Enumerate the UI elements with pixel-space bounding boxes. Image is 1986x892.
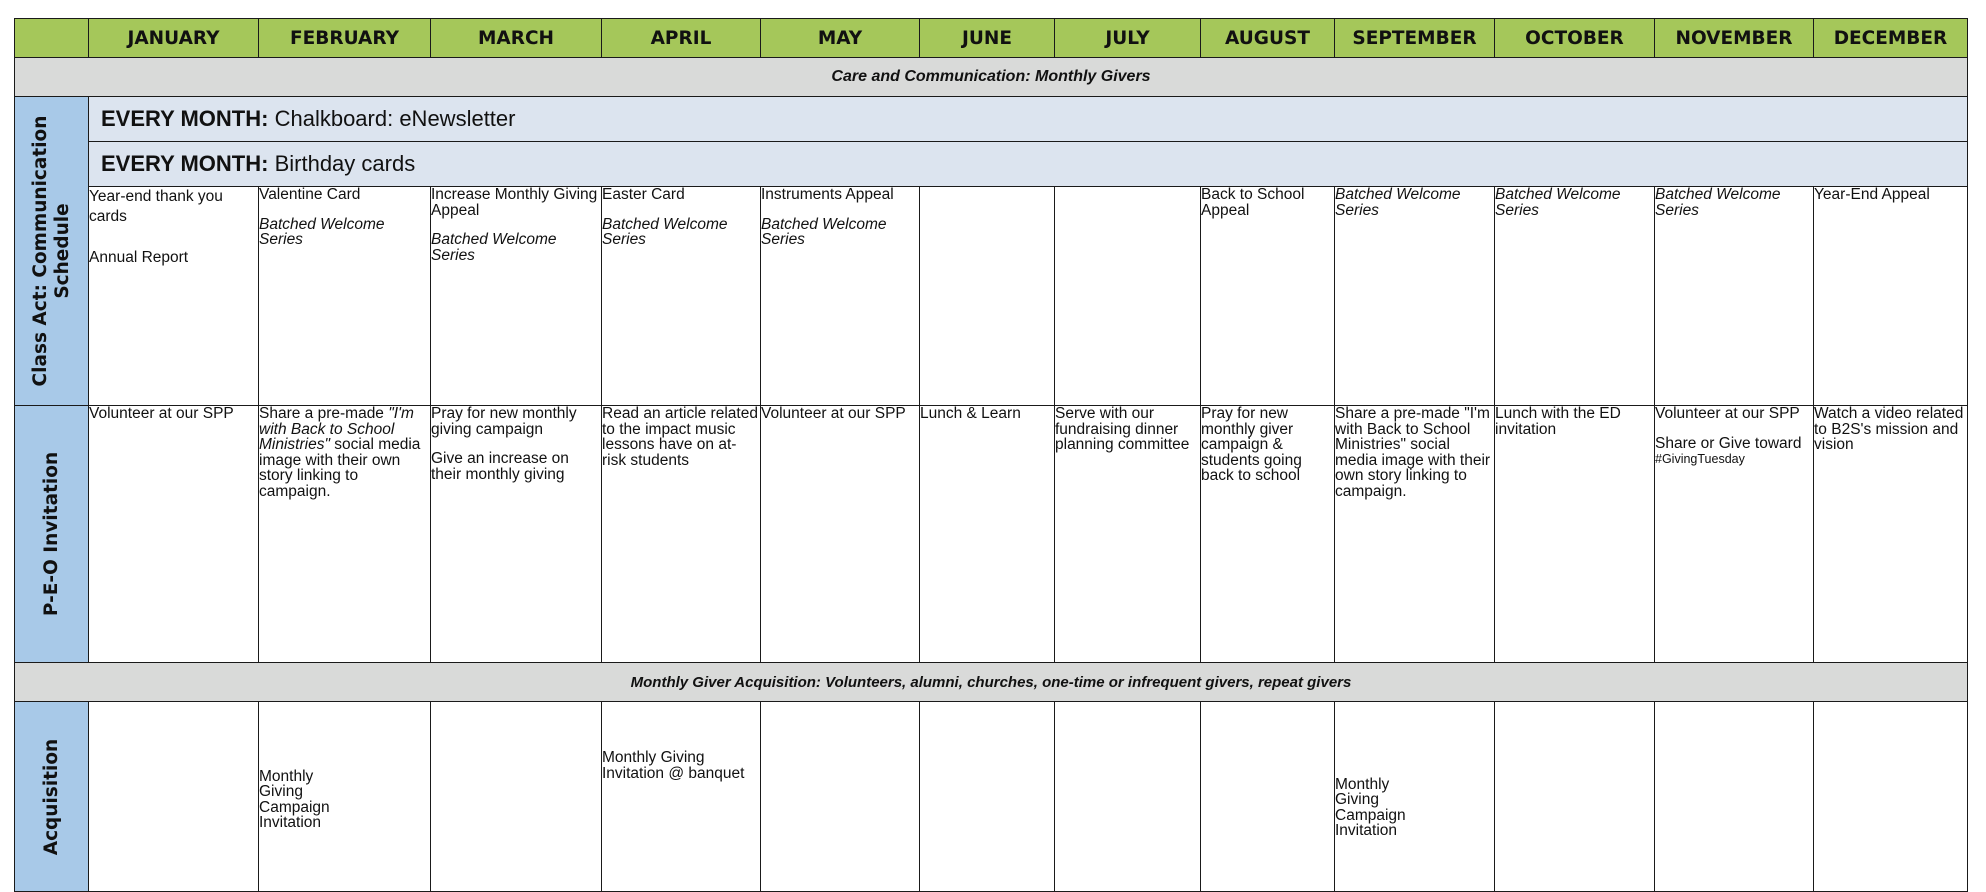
peo-cell-january (89, 406, 259, 663)
acquisition-cell-february (259, 702, 431, 892)
peo-cell-february (259, 406, 431, 663)
month-header-december: DECEMBER (1814, 19, 1968, 58)
month-header-september: SEPTEMBER (1335, 19, 1495, 58)
class-act-cell-october (1495, 187, 1655, 406)
every-month-row-newsletter (15, 97, 1968, 142)
class-act-cell-september (1335, 187, 1495, 406)
cell-text: Serve with our fundraising dinner planning committee (1055, 405, 1190, 453)
every-month-row-birthday (15, 142, 1968, 187)
cell-text-part: social media image with their own story linking to campaign. (259, 436, 421, 500)
class-act-cell-november (1655, 187, 1814, 406)
class-act-cell-june (920, 187, 1055, 406)
acquisition-cell-november (1655, 702, 1814, 892)
peo-cell-november (1655, 406, 1814, 663)
month-header-june: JUNE (920, 19, 1055, 58)
cell-text: Annual Report (89, 249, 189, 266)
cell-text: Pray for new monthly giving campaign (431, 405, 577, 438)
cell-text: Share a pre-made "I'm with Back to School Ministries" social media image with their own story linking to campaign. (1335, 405, 1491, 500)
cell-text: Increase Monthly Giving Appeal (431, 186, 598, 219)
month-header-march: MARCH (431, 19, 602, 58)
giving-tuesday-hashtag: #GivingTuesday (1655, 452, 1745, 466)
class-act-cell-august (1201, 187, 1335, 406)
row-label-acquisition (15, 702, 89, 892)
cell-text-italic: Batched Welcome Series (1495, 186, 1621, 219)
cell-text: Year-End Appeal (1814, 186, 1930, 203)
every-month-birthday (89, 142, 1968, 187)
corner-cell (15, 19, 89, 58)
class-act-cell-july (1055, 187, 1201, 406)
class-act-row (15, 187, 1968, 406)
peo-cell-august (1201, 406, 1335, 663)
row-label-peo-text: P-E-O Invitation (40, 451, 62, 617)
cell-text: Pray for new monthly giver campaign & students going back to school (1201, 405, 1302, 484)
acquisition-cell-october (1495, 702, 1655, 892)
acquisition-cell-january (89, 702, 259, 892)
cell-text: Monthly Giving Campaign Invitation (1335, 775, 1406, 839)
month-header-may: MAY (761, 19, 920, 58)
cell-text: Watch a video related to B2S's mission and vision (1814, 405, 1964, 453)
row-label-peo (15, 406, 89, 663)
cell-text: Valentine Card (259, 186, 361, 203)
cell-text: Lunch with the ED invitation (1495, 405, 1621, 438)
cell-text-italic: Batched Welcome Series (602, 215, 728, 248)
month-header-january: JANUARY (89, 19, 259, 58)
month-header-august: AUGUST (1201, 19, 1335, 58)
cell-text-italic: Batched Welcome Series (1335, 186, 1461, 219)
row-label-class-act-line2: Schedule (51, 203, 73, 299)
peo-cell-october (1495, 406, 1655, 663)
acquisition-cell-december (1814, 702, 1968, 892)
cell-text-part: Share or Give toward (1655, 434, 1802, 452)
cell-text: Volunteer at our SPP (761, 405, 906, 422)
class-act-cell-march (431, 187, 602, 406)
month-header-november: NOVEMBER (1655, 19, 1814, 58)
acquisition-cell-march (431, 702, 602, 892)
class-act-cell-april (602, 187, 761, 406)
acquisition-cell-september (1335, 702, 1495, 892)
acquisition-cell-august (1201, 702, 1335, 892)
section-header-row-care (15, 58, 1968, 97)
cell-text: Monthly Giving Campaign Invitation (259, 767, 330, 831)
peo-cell-june (920, 406, 1055, 663)
cell-text-italic: Batched Welcome Series (431, 231, 557, 264)
peo-cell-may (761, 406, 920, 663)
acquisition-cell-april (602, 702, 761, 892)
cell-text: Volunteer at our SPP (1655, 405, 1800, 422)
cell-text-quote: "I'm with Back to School Ministries" (259, 405, 414, 453)
acquisition-cell-july (1055, 702, 1201, 892)
section-title-care: Care and Communication: Monthly Givers (15, 58, 1968, 97)
month-header-april: APRIL (602, 19, 761, 58)
cell-text: Give an increase on their monthly giving (431, 450, 569, 483)
every-month-lead: EVERY MONTH: (101, 106, 269, 131)
peo-cell-december (1814, 406, 1968, 663)
class-act-cell-february (259, 187, 431, 406)
cell-text: Back to School Appeal (1201, 186, 1305, 219)
class-act-cell-december (1814, 187, 1968, 406)
month-header-row (15, 19, 1968, 58)
peo-cell-april (602, 406, 761, 663)
cell-text: Year-end thank you cards (89, 188, 223, 225)
peo-invitation-row (15, 406, 1968, 663)
peo-cell-march (431, 406, 602, 663)
cell-text: Lunch & Learn (920, 405, 1021, 422)
cell-text: Monthly Giving Invitation @ banquet (602, 749, 745, 782)
month-header-october: OCTOBER (1495, 19, 1655, 58)
cell-text-italic: Batched Welcome Series (259, 215, 385, 248)
row-label-class-act (15, 97, 89, 406)
class-act-cell-may (761, 187, 920, 406)
every-month-newsletter (89, 97, 1968, 142)
month-header-february: FEBRUARY (259, 19, 431, 58)
monthly-givers-calendar-table (14, 18, 1968, 892)
month-header-july: JULY (1055, 19, 1201, 58)
cell-text (259, 406, 430, 499)
cell-text-italic: Batched Welcome Series (761, 215, 887, 248)
cell-text (1655, 436, 1813, 468)
section-title-acquisition: Monthly Giver Acquisition: Volunteers, alumni, churches, one-time or infrequent givers, repeat givers (15, 663, 1968, 702)
cell-text-part: Share a pre-made (259, 405, 389, 422)
section-header-row-acquisition (15, 663, 1968, 702)
acquisition-row (15, 702, 1968, 892)
every-month-text: Chalkboard: eNewsletter (268, 106, 516, 131)
row-label-class-act-text (30, 116, 74, 387)
cell-text: Easter Card (602, 186, 685, 203)
row-label-acquisition-text: Acquisition (40, 738, 62, 855)
every-month-text: Birthday cards (268, 151, 416, 176)
peo-cell-september (1335, 406, 1495, 663)
class-act-cell-january (89, 187, 259, 406)
cell-text-italic: Batched Welcome Series (1655, 186, 1781, 219)
cell-text: Read an article related to the impact music lessons have on at-risk students (602, 405, 758, 469)
row-label-class-act-line1: Class Act: Communication (29, 115, 51, 387)
peo-cell-july (1055, 406, 1201, 663)
acquisition-cell-june (920, 702, 1055, 892)
acquisition-cell-may (761, 702, 920, 892)
every-month-lead: EVERY MONTH: (101, 151, 269, 176)
cell-text: Instruments Appeal (761, 186, 894, 203)
cell-text: Volunteer at our SPP (89, 405, 234, 422)
